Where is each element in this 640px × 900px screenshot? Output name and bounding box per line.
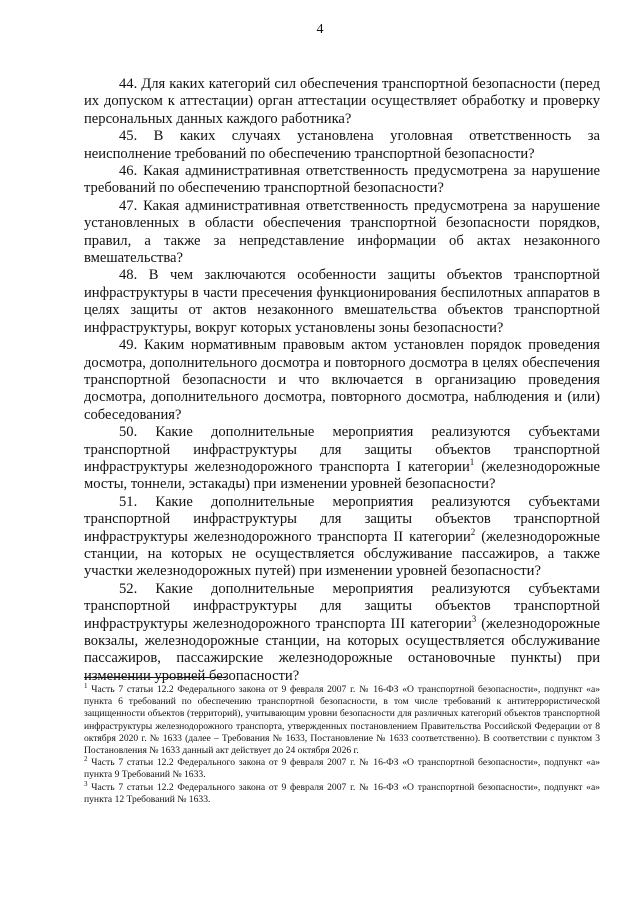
footnote-ref[interactable]: 3: [471, 613, 477, 624]
footnote-1: [84, 681, 600, 757]
question-number: 51.: [119, 493, 138, 510]
footnote-text: Часть 7 статьи 12.2 Федерального закона от 9 февраля 2007 г. № 16-ФЗ «О транспортной безопасности», подпункт «а» пункта 6 требований по обеспечению транспортной безопасности, в том числе требований к антитеррористической защищенности объектов (территорий), учитывающим уровни безопасности для различных категорий объектов транспортной инфраструктуры железнодорожного транспорта, утвержденных постановлением Правительства Российской Федерации от 8 октября 2020 г. № 1633 (далее – Требования № 1633, Постановление № 1633 соответственно). В соответствии с пунктом 3 Постановления № 1633 данный акт действует до 24 октября 2026 г.: [84, 684, 600, 757]
question-46: [84, 163, 600, 198]
footnote-ref[interactable]: 2: [470, 526, 476, 537]
question-text-cont: (железнодорожные станции, на которых не осуществляется обслуживание пассажиров, а также участки железнодорожных путей) при изменении уровней безопасности?: [84, 528, 600, 580]
footnote-list: [84, 681, 600, 806]
question-number: 46.: [119, 163, 138, 180]
question-number: 48.: [119, 267, 138, 284]
question-number: 49.: [119, 337, 138, 354]
question-number: 50.: [119, 424, 138, 441]
question-48: [84, 267, 600, 337]
question-text: В каких случаях установлена уголовная ответственность за неисполнение требований по обеспечению транспортной безопасности?: [84, 128, 600, 162]
footnote-3: [84, 779, 600, 806]
question-list: [84, 76, 600, 685]
question-50: [84, 424, 600, 494]
question-text: В чем заключаются особенности защиты объектов транспортной инфраструктуры в части пресечения функционирования беспилотных аппаратов в целях защиты от актов незаконного вмешательства объектов транспортной инфраструктуры, вокруг которых установлены зоны безопасности?: [84, 267, 600, 336]
footnote-mark: 2: [84, 755, 88, 764]
question-text: Какая административная ответственность предусмотрена за нарушение установленных в области обеспечения транспортной безопасности порядков, правил, а также за непредставление информации об актах незаконного вмешательства?: [84, 197, 600, 267]
footnote-2: [84, 757, 600, 781]
question-number: 47.: [119, 197, 138, 214]
question-number: 44.: [119, 76, 138, 92]
question-text: Какая административная ответственность предусмотрена за нарушение требований по обеспечению транспортной безопасности?: [84, 163, 600, 197]
question-47: [84, 198, 600, 268]
footnote-text: Часть 7 статьи 12.2 Федерального закона от 9 февраля 2007 г. № 16-ФЗ «О транспортной безопасности», подпункт «а» пункта 9 Требований № 1633.: [84, 757, 600, 781]
question-number: 52.: [119, 580, 138, 597]
page-number: 4: [316, 22, 324, 37]
question-text: Какие дополнительные мероприятия реализуются субъектами транспортной инфраструктуры для защиты объектов транспортной инфраструктуры железнодорожного транспорта I категории: [84, 424, 600, 475]
footnote-mark: 3: [84, 779, 88, 788]
question-text: Какие дополнительные мероприятия реализуются субъектами транспортной инфраструктуры для защиты объектов транспортной инфраструктуры железнодорожного транспорта II категории: [84, 493, 600, 545]
question-51: [84, 494, 600, 581]
question-text: Каким нормативным правовым актом установлен порядок проведения досмотра, дополнительного досмотра и повторного досмотра в целях обеспечения транспортной безопасности и что включается в организацию проведения досмотра, дополнительного досмотра, повторного досмотра, наблюдения и (или) собеседования?: [84, 337, 600, 423]
question-52: [84, 581, 600, 685]
footnote-divider: [84, 677, 226, 678]
question-45: [84, 128, 600, 163]
question-49: [84, 337, 600, 424]
question-text: Для каких категорий сил обеспечения транспортной безопасности (перед их допуском к аттестации) орган аттестации осуществляет обработку и проверку персональных данных каждого работника?: [84, 76, 600, 127]
question-number: 45.: [119, 128, 138, 145]
question-text: Какие дополнительные мероприятия реализуются субъектами транспортной инфраструктуры для защиты объектов транспортной инфраструктуры железнодорожного транспорта III категории: [84, 580, 600, 632]
question-44: [84, 76, 600, 128]
footnote-ref[interactable]: 1: [469, 457, 475, 468]
footnote-mark: 1: [84, 681, 88, 690]
footnote-text: Часть 7 статьи 12.2 Федерального закона от 9 февраля 2007 г. № 16-ФЗ «О транспортной безопасности», подпункт «а» пункта 12 Требований № 1633.: [84, 781, 600, 805]
question-text-cont: (железнодорожные мосты, тоннели, эстакады) при изменении уровней безопасности?: [84, 458, 600, 493]
question-text-cont: (железнодорожные вокзалы, железнодорожные станции, на которых осуществляется обслуживание пассажиров, пассажирские железнодорожные остановочные пункты) при изменении уровней безопасности?: [84, 615, 600, 684]
